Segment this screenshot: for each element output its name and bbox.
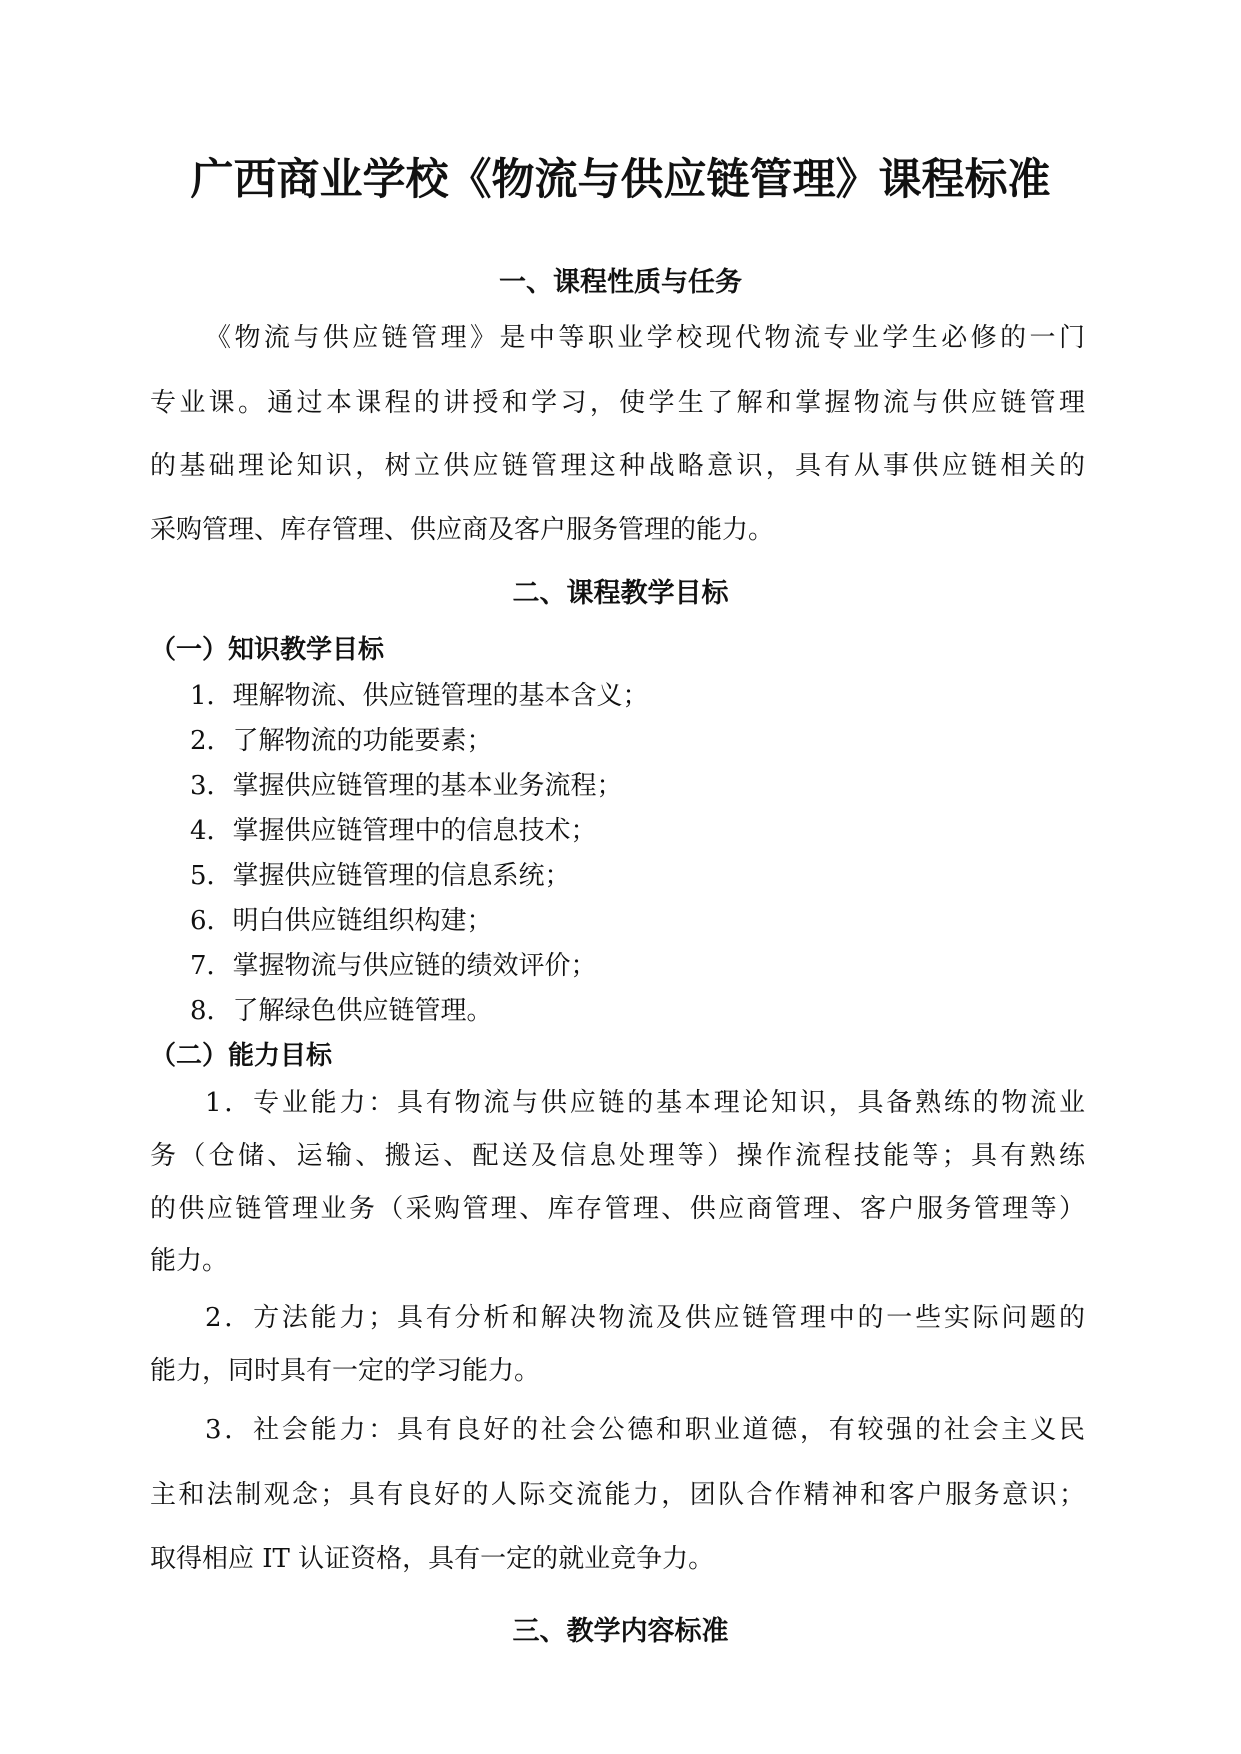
list-item: 7．掌握物流与供应链的绩效评价； (190, 951, 597, 981)
paragraph-line: 3．社会能力：具有良好的社会公德和职业道德，有较强的社会主义民 (205, 1415, 1085, 1445)
document-title: 广西商业学校《物流与供应链管理》课程标准 (190, 155, 1051, 205)
list-item: 2．了解物流的功能要素； (190, 726, 493, 756)
paragraph-line: 《物流与供应链管理》是中等职业学校现代物流专业学生必修的一门 (205, 323, 1085, 353)
list-item: 4．掌握供应链管理中的信息技术； (190, 816, 597, 846)
section-heading-teaching-goals: 二、课程教学目标 (512, 578, 729, 609)
subheading-knowledge-goals: （一）知识教学目标 (150, 635, 385, 665)
list-item: 1．理解物流、供应链管理的基本含义； (190, 681, 649, 711)
paragraph-line: 能力。 (150, 1246, 229, 1276)
paragraph-line: 取得相应 IT 认证资格，具有一定的就业竞争力。 (150, 1544, 715, 1574)
list-item: 8．了解绿色供应链管理。 (190, 996, 493, 1026)
list-item: 3．掌握供应链管理的基本业务流程； (190, 771, 623, 801)
section-heading-course-nature: 一、课程性质与任务 (499, 267, 742, 298)
paragraph-line: 能力，同时具有一定的学习能力。 (150, 1356, 541, 1386)
paragraph-line: 的供应链管理业务（采购管理、库存管理、供应商管理、客户服务管理等） (150, 1194, 1085, 1224)
list-item: 5．掌握供应链管理的信息系统； (190, 861, 571, 891)
subheading-ability-goals: （二）能力目标 (150, 1041, 333, 1071)
paragraph-line: 务（仓储、运输、搬运、配送及信息处理等）操作流程技能等；具有熟练 (150, 1141, 1085, 1171)
section-heading-content-standards: 三、教学内容标准 (512, 1616, 729, 1647)
paragraph-line: 2．方法能力；具有分析和解决物流及供应链管理中的一些实际问题的 (205, 1303, 1085, 1333)
paragraph-line: 的基础理论知识，树立供应链管理这种战略意识，具有从事供应链相关的 (150, 451, 1085, 481)
paragraph-line: 1．专业能力：具有物流与供应链的基本理论知识，具备熟练的物流业 (205, 1088, 1085, 1118)
paragraph-line: 主和法制观念；具有良好的人际交流能力，团队合作精神和客户服务意识； (150, 1480, 1085, 1510)
paragraph-line: 专业课。通过本课程的讲授和学习，使学生了解和掌握物流与供应链管理 (150, 388, 1085, 418)
paragraph-line: 采购管理、库存管理、供应商及客户服务管理的能力。 (150, 515, 775, 545)
list-item: 6．明白供应链组织构建； (190, 906, 493, 936)
